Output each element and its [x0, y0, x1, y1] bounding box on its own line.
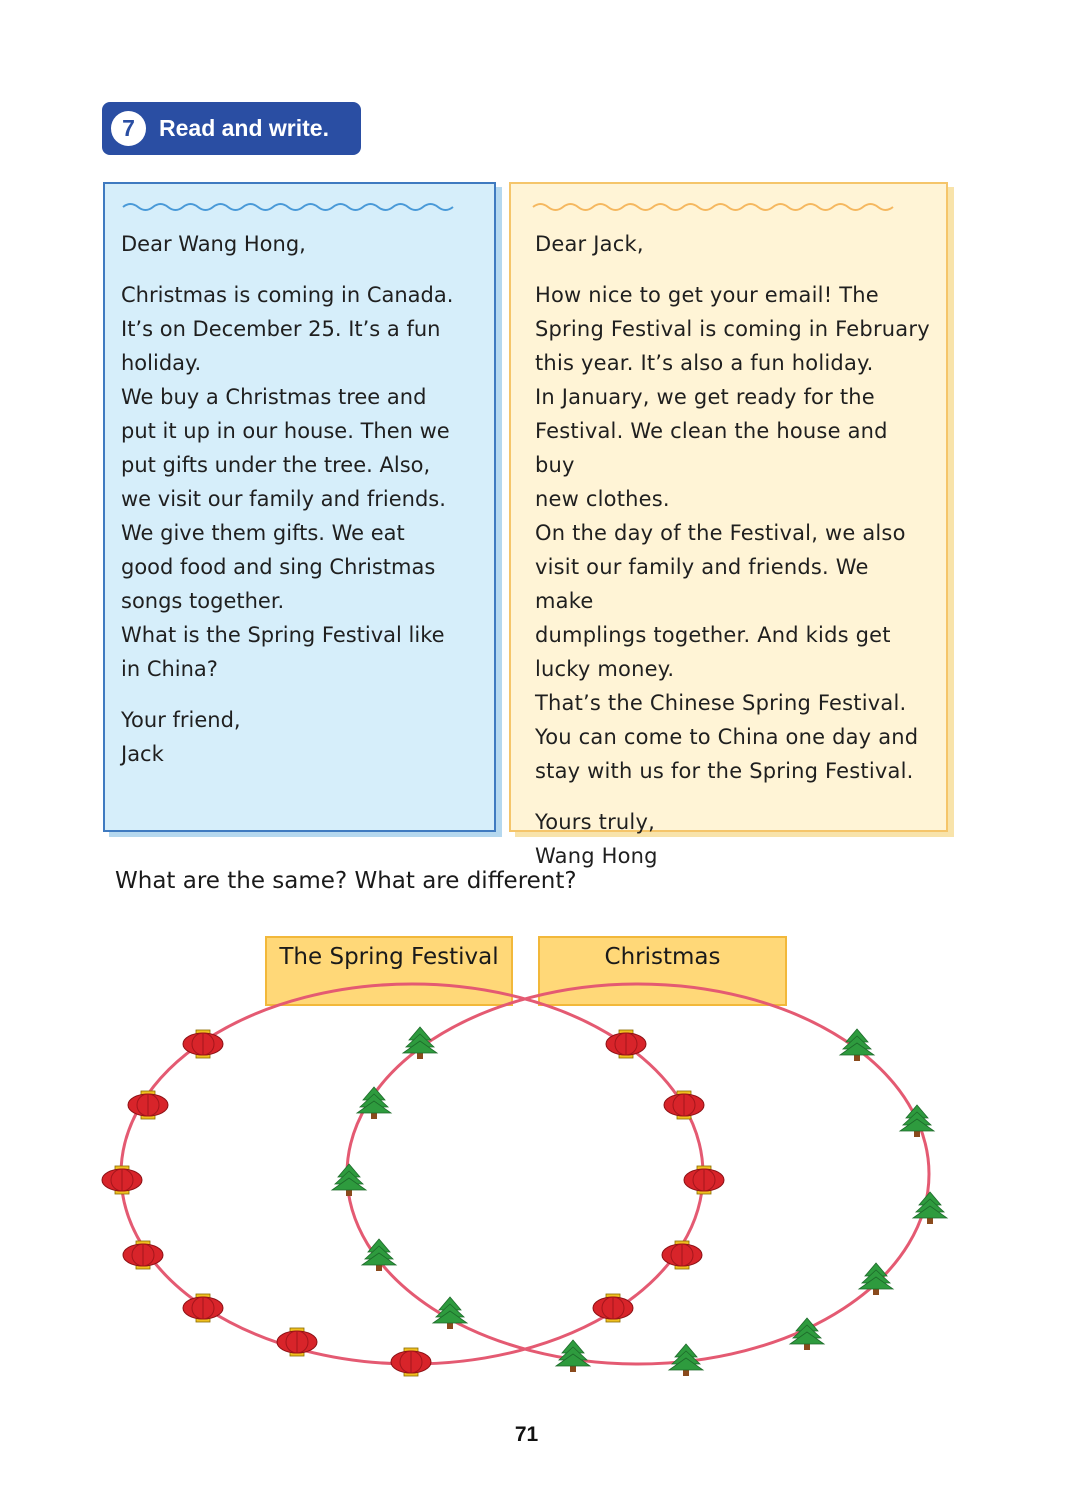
tree-icon: [840, 1029, 874, 1061]
tree-icon: [403, 1027, 437, 1059]
activity-header: [102, 102, 361, 155]
lantern-icon: [123, 1241, 163, 1269]
letter-greeting: Dear Jack,: [535, 232, 644, 256]
letter-from-wang-hong: [509, 182, 948, 868]
lantern-icon: [102, 1166, 142, 1194]
wave-decoration-blue: [121, 200, 481, 214]
lantern-icon: [128, 1091, 168, 1119]
lantern-icon: [277, 1328, 317, 1356]
letter-body: Christmas is coming in Canada. It’s on December 25. It’s a fun holiday. We buy a Christmas tree and put it up in our house. Then we put gifts under the tree. Also, we visit our family and friends. We give them gifts. We eat good food and sing Christmas songs together. What is the Spring Festival like in China?: [121, 283, 454, 681]
wave-decoration-yellow: [531, 200, 931, 214]
activity-number: 7: [111, 111, 146, 146]
venn-circle-christmas[interactable]: [347, 984, 929, 1364]
lantern-icon: [606, 1030, 646, 1058]
tree-icon: [332, 1164, 366, 1196]
letter-greeting: Dear Wang Hong,: [121, 232, 306, 256]
tree-icon: [790, 1318, 824, 1350]
letter-closing: Your friend, Jack: [121, 708, 241, 766]
lantern-icon: [664, 1091, 704, 1119]
lantern-icon: [183, 1294, 223, 1322]
tree-icon: [913, 1192, 947, 1224]
tree-icon: [556, 1340, 590, 1372]
venn-label-spring-festival: The Spring Festival: [265, 936, 513, 1006]
tree-icon: [357, 1087, 391, 1119]
lantern-icon: [593, 1294, 633, 1322]
tree-icon: [433, 1297, 467, 1329]
lantern-icon: [684, 1166, 724, 1194]
tree-icon: [859, 1263, 893, 1295]
activity-title: Read and write.: [159, 115, 329, 141]
lantern-icon: [391, 1348, 431, 1376]
venn-label-christmas: Christmas: [538, 936, 787, 1006]
tree-icon: [669, 1344, 703, 1376]
tree-icon: [900, 1105, 934, 1137]
letter-from-jack: [103, 182, 496, 832]
venn-circle-spring-festival[interactable]: [121, 984, 703, 1364]
lantern-icon: [183, 1030, 223, 1058]
comparison-question: What are the same? What are different?: [115, 868, 577, 894]
letter-closing: Yours truly, Wang Hong: [535, 810, 658, 868]
lantern-icon: [662, 1241, 702, 1269]
tree-icon: [362, 1239, 396, 1271]
letter-body: How nice to get your email! The Spring Festival is coming in February this year. It’s also a fun holiday. In January, we get ready for the Festival. We clean the house and buy new clothes. On the day of the Festival, we also visit our family and friends. We make dumplings together. And kids get lucky money. That’s the Chinese Spring Festival. You can come to China one day and stay with us for the Spring Festival.: [535, 283, 930, 783]
page-number: 71: [514, 1423, 539, 1446]
